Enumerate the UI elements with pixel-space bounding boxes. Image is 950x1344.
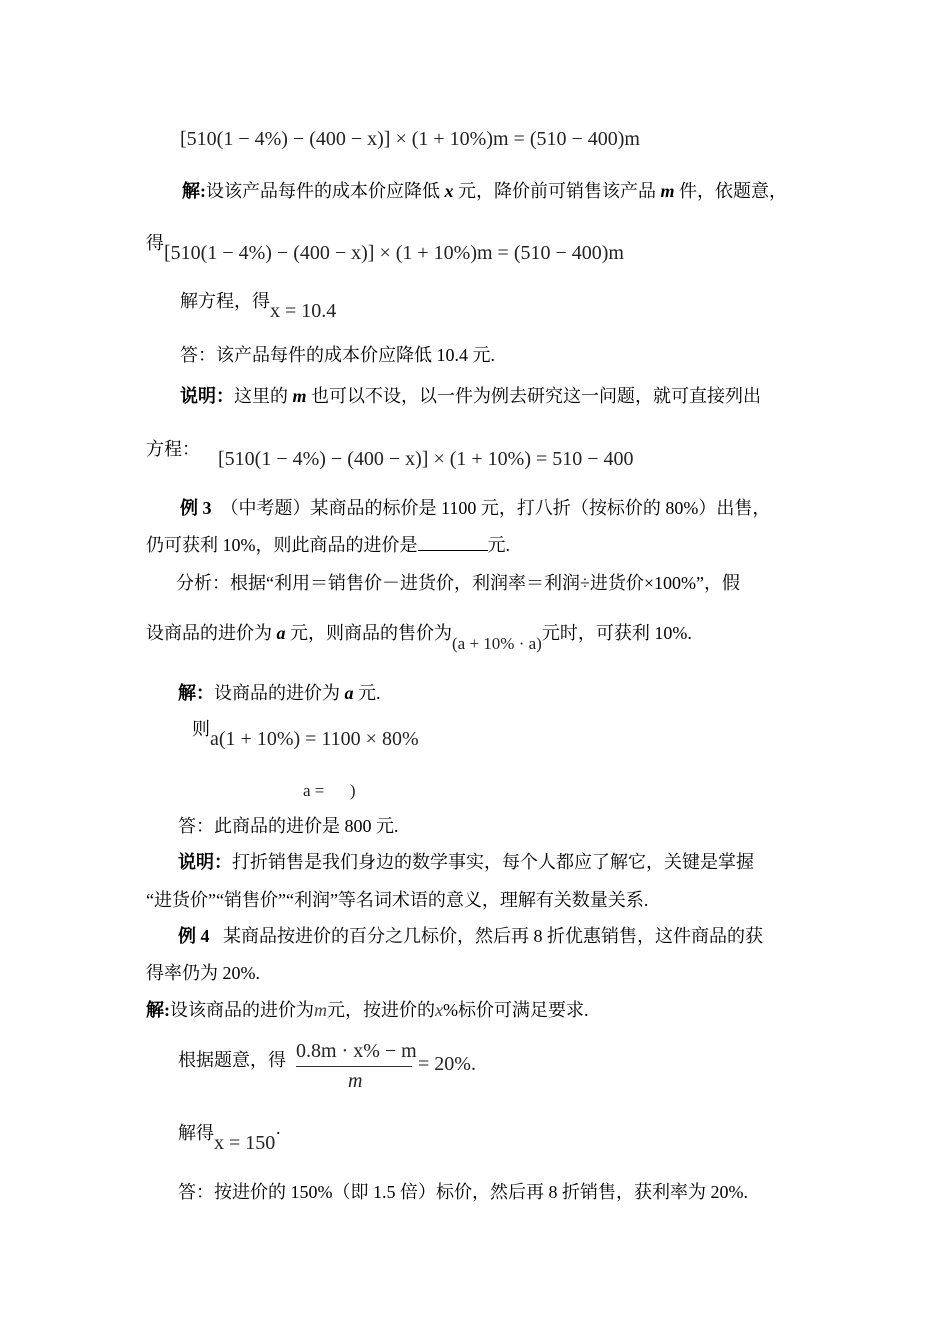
- analysis: 分析：根据“利用＝销售价－进货价，利润率＝利润÷进货价×100%”，假: [176, 573, 740, 593]
- text: 元.: [487, 535, 510, 555]
- text: 设商品的进价为: [214, 683, 345, 703]
- text: 元，按进价的: [327, 1000, 435, 1020]
- example-3-cont: [146, 534, 510, 556]
- answer-4: 答：按进价的 150%（即 1.5 倍）标价，然后再 8 折销售，获利率为 20%.: [178, 1182, 748, 1202]
- text: 元，则商品的售价为: [285, 623, 452, 643]
- equation-line-2: [146, 232, 624, 264]
- example-3: [180, 497, 770, 519]
- solution-4: [146, 999, 589, 1021]
- equation-3: [510(1 − 4%) − (400 − x)] × (1 + 10%) = 510 − 400: [218, 448, 634, 470]
- equation-line-6-label: 根据题意，得: [178, 1050, 286, 1070]
- equation-result-2: x = 150: [214, 1132, 276, 1154]
- fraction-denominator: m: [348, 1070, 363, 1092]
- text: 得: [146, 233, 164, 253]
- variable: m: [292, 386, 307, 406]
- solution-3: [178, 682, 381, 704]
- answer-3: 答：此商品的进价是 800 元.: [178, 816, 399, 836]
- example-4: [178, 925, 763, 947]
- text: 则: [192, 719, 210, 739]
- variable: m: [660, 181, 675, 201]
- text: 解方程，得: [180, 291, 270, 311]
- example-label: 例 3: [180, 498, 212, 518]
- text: 元，降价前可销售该产品: [453, 181, 661, 201]
- equation-4: a(1 + 10%) = 1100 × 80%: [210, 728, 419, 750]
- equation-line-3: [146, 438, 634, 470]
- variable: x: [444, 181, 454, 201]
- solution-paragraph-1: [182, 180, 787, 202]
- answer-blank: [418, 534, 488, 551]
- text: （中考题）某商品的标价是 1100 元，打八折（按标价的 80%）出售，: [220, 498, 771, 518]
- answer-1: 答：该产品每件的成本价应降低 10.4 元.: [180, 345, 495, 365]
- text: 设该产品每件的成本价应降低: [206, 181, 445, 201]
- note-2: [178, 851, 754, 873]
- equation-line-4: [192, 718, 419, 750]
- variable: m: [314, 1000, 327, 1020]
- text: 解得: [178, 1123, 214, 1143]
- note-label: 说明：: [180, 386, 234, 406]
- solution-label: 解：: [178, 683, 214, 703]
- note-2-cont: “进货价”“销售价”“利润”等名词术语的意义，理解有关数量关系.: [146, 890, 649, 910]
- solve-line: [180, 290, 337, 322]
- fraction-bar: [296, 1066, 412, 1067]
- fraction-numerator: 0.8m · x% − m: [296, 1040, 417, 1062]
- text: 方程：: [146, 439, 200, 459]
- analysis-cont: [146, 622, 692, 653]
- text: 设商品的进价为: [146, 623, 277, 643]
- fraction-rhs: = 20%.: [418, 1053, 476, 1075]
- text: 仍可获利 10%，则此商品的进价是: [146, 535, 418, 555]
- example-4-cont: 得率仍为 20%.: [146, 963, 260, 983]
- solution-label: 解:: [182, 181, 206, 201]
- text: 设该商品的进价为: [170, 1000, 314, 1020]
- note-1: [180, 385, 761, 407]
- text: 这里的: [234, 386, 293, 406]
- text: 某商品按进价的百分之几标价，然后再 8 折优惠销售，这件商品的获: [223, 926, 763, 946]
- equation-2: [510(1 − 4%) − (400 − x)] × (1 + 10%)m = (510 − 400)m: [164, 242, 624, 264]
- text: 件，依题意，: [674, 181, 788, 201]
- variable: x: [435, 1000, 443, 1020]
- equation-5: a = ): [303, 781, 356, 800]
- equation-result: x = 10.4: [270, 300, 337, 322]
- note-label: 说明：: [178, 852, 232, 872]
- solve-line-2: [178, 1122, 282, 1154]
- text: 元时，可获利 10%.: [541, 623, 692, 643]
- equation-price: (a + 10% · a): [452, 634, 542, 653]
- equation-1: [510(1 − 4%) − (400 − x)] × (1 + 10%)m = (510 − 400)m: [180, 128, 640, 150]
- text: 也可以不设，以一件为例去研究这一问题，就可直接列出: [306, 386, 762, 406]
- solution-label: 解:: [146, 1000, 170, 1020]
- example-label: 例 4: [178, 926, 210, 946]
- text: ·: [275, 1123, 282, 1143]
- text: %标价可满足要求.: [443, 1000, 589, 1020]
- text: 元.: [353, 683, 381, 703]
- text: 打折销售是我们身边的数学事实，每个人都应了解它，关键是掌握: [232, 852, 754, 872]
- variable: a: [276, 623, 286, 643]
- variable: a: [344, 683, 354, 703]
